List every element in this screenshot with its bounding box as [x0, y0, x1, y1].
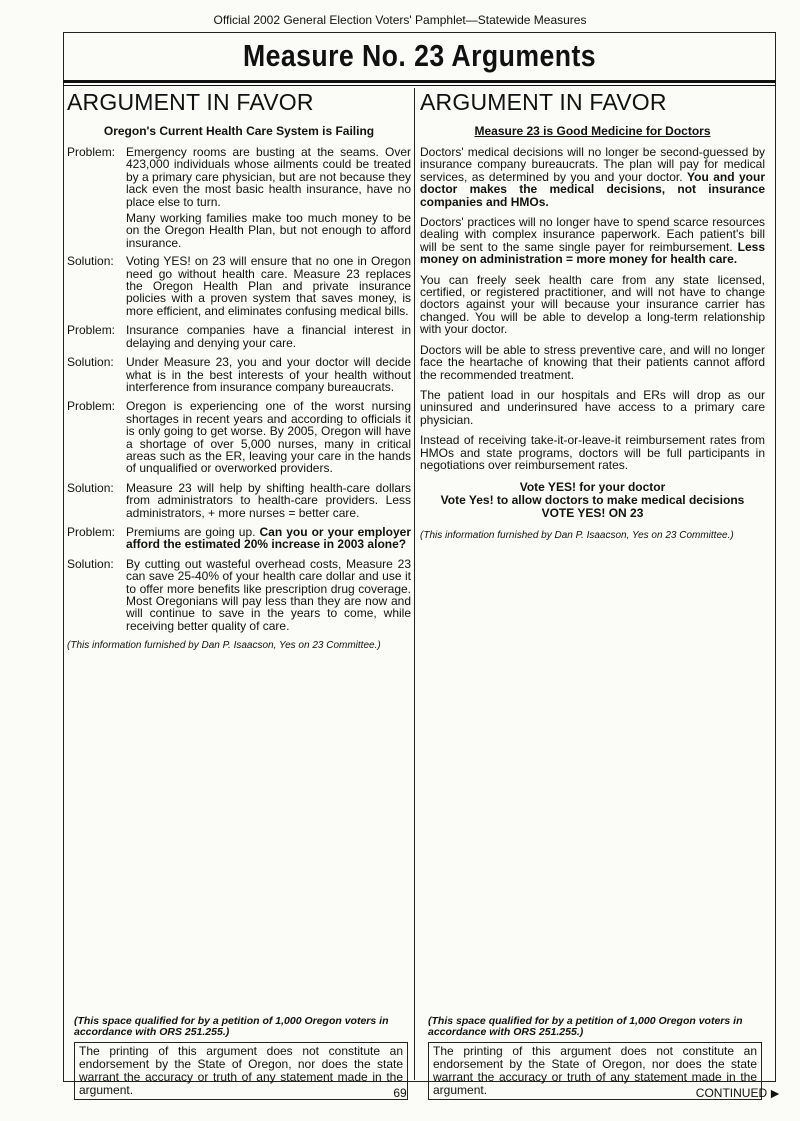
- right-paragraph-1-text: Doctors' medical decisions will no longer be second-guessed by insurance company bureaucrats. The plan will pay for medical services, as determined by you and your doctor.: [420, 145, 765, 184]
- problem-3: [67, 400, 411, 474]
- problem-3-text: Oregon is experiencing one of the worst nursing shortages in recent years and according to officials it is only going to get worse. By 2005, Oregon will have a shortage of over 5,000 nurses, many in critical areas such as the ER, leaving your care in the hands of unqualified or overworked providers.: [126, 399, 411, 476]
- right-disclaimer: The printing of this argument does not constitute an endorsement by the State of Oregon, nor does the state warrant the accuracy or truth of any statement made in the argument.: [428, 1042, 762, 1100]
- solution-label: Solution:: [67, 254, 114, 269]
- problem-1-text: Emergency rooms are busting at the seams. Over 423,000 individuals whose ailments could be treated by a primary care physician, but are not because they lack even the most basic health insurance, have no place else to turn.: [126, 145, 411, 209]
- solution-3-text: Measure 23 will help by shifting health-care dollars from administrators to health-care providers. Less administrators, + more nurses = better care.: [126, 480, 411, 520]
- right-paragraph-2: [420, 216, 765, 266]
- vote-line-2: Vote Yes! to allow doctors to make medical decisions: [440, 493, 745, 508]
- right-paragraph-5: The patient load in our hospitals and ERs will drop as our uninsured and underinsured have access to a primary care physician.: [420, 387, 765, 427]
- arrow-right-icon: ►: [768, 1085, 782, 1101]
- solution-1-text: Voting YES! on 23 will ensure that no one in Oregon need go without health care. Measure 23 replaces the Oregon Health Plan and private insurance policies with a proven system that saves money, is more efficient, and eliminates confusing medical bills.: [126, 254, 411, 318]
- solution-3: [67, 482, 411, 519]
- problem-label: Problem:: [67, 524, 116, 539]
- right-paragraph-4: Doctors will be able to stress preventive care, and will no longer face the heartache of knowing that their patients cannot afford the recommended treatment.: [420, 342, 765, 382]
- title-rule: [63, 80, 776, 86]
- solution-2-text: Under Measure 23, you and your doctor will decide what is in the best interests of your health without interference from insurance company bureaucrats.: [126, 355, 411, 394]
- left-subhead: Oregon's Current Health Care System is Failing: [103, 124, 375, 138]
- right-subhead: Measure 23 is Good Medicine for Doctors: [474, 124, 711, 138]
- problem-2: [67, 324, 411, 349]
- right-paragraph-2-text: Doctors' practices will no longer have to spend scarce resources dealing with complex insurance paperwork. Each patient's bill will be sent to the same single payer for reimbursement.: [420, 215, 765, 254]
- problem-label: Problem:: [67, 323, 116, 338]
- solution-1: [67, 255, 411, 317]
- right-paragraph-3: You can freely seek health care from any state licensed, certified, or registered practitioner, and will not have to change doctors against your will because your insurance carrier has changed. You will be able to develop a long-term relationship with your doctor.: [420, 272, 765, 337]
- problem-1-continued: Many working families make too much money to be on the Oregon Health Plan, but not enough to afford insurance.: [126, 211, 411, 250]
- continued-link[interactable]: [696, 1086, 782, 1100]
- left-argument: [67, 88, 411, 652]
- left-credit: (This information furnished by Dan P. Isaacson, Yes on 23 Committee.): [67, 640, 381, 652]
- page-number: 69: [393, 1086, 407, 1100]
- problem-2-text: Insurance companies have a financial interest in delaying and denying your care.: [126, 323, 411, 350]
- vote-line-1: Vote YES! for your doctor: [519, 480, 666, 495]
- right-argument: [420, 88, 765, 542]
- right-credit: (This information furnished by Dan P. Isaacson, Yes on 23 Committee.): [420, 530, 734, 542]
- problem-1: [67, 146, 411, 208]
- right-paragraph-6: Instead of receiving take-it-or-leave-it reimbursement rates from HMOs and state programs, doctors will be full participants in negotiations over reimbursement rates.: [420, 433, 765, 472]
- right-paragraph-1-emphasis: You and your doctor makes the medical decisions, not insurance companies and HMOs.: [420, 169, 765, 209]
- left-disclaimer: The printing of this argument does not constitute an endorsement by the State of Oregon, nor does the state warrant the accuracy or truth of any statement made in the argument.: [74, 1042, 408, 1100]
- right-argument-heading: ARGUMENT IN FAVOR: [420, 89, 667, 115]
- left-argument-heading: ARGUMENT IN FAVOR: [67, 89, 314, 115]
- problem-4: [67, 526, 411, 551]
- solution-label: Solution:: [67, 480, 114, 495]
- solution-2: [67, 356, 411, 393]
- column-divider: [414, 88, 415, 1080]
- vote-block: [420, 481, 765, 520]
- problem-4-lead: Premiums are going up.: [126, 524, 256, 539]
- problem-label: Problem:: [67, 399, 116, 414]
- page-title: Measure No. 23 Arguments: [242, 38, 597, 73]
- running-head: Official 2002 General Election Voters' Pamphlet—Statewide Measures: [213, 13, 587, 27]
- right-paragraph-2-emphasis: Less money on administration = more money for health care.: [420, 239, 766, 267]
- problem-4-question: Can you or your employer afford the estimated 20% increase in 2003 alone?: [126, 524, 411, 552]
- problem-label: Problem:: [67, 145, 116, 159]
- right-paragraph-1: [420, 146, 765, 208]
- solution-label: Solution:: [67, 355, 114, 370]
- problem-4-text: [126, 526, 411, 551]
- left-petition-note: (This space qualified for by a petition of 1,000 Oregon voters in accordance with ORS 251.255.): [74, 1015, 389, 1038]
- vote-line-3: VOTE YES! ON 23: [541, 506, 644, 521]
- right-petition-note: (This space qualified for by a petition of 1,000 Oregon voters in accordance with ORS 251.255.): [428, 1015, 743, 1038]
- solution-label: Solution:: [67, 556, 114, 571]
- solution-4-text: By cutting out wasteful overhead costs, Measure 23 can save 25-40% of your health care dollar and use it to offer more benefits like prescription drug coverage. Most Oregonians will pay less than they are now and will continue to save in the years to come, while receiving better quality of care.: [126, 556, 411, 633]
- continued-label: CONTINUED: [695, 1086, 768, 1100]
- solution-4: [67, 558, 411, 632]
